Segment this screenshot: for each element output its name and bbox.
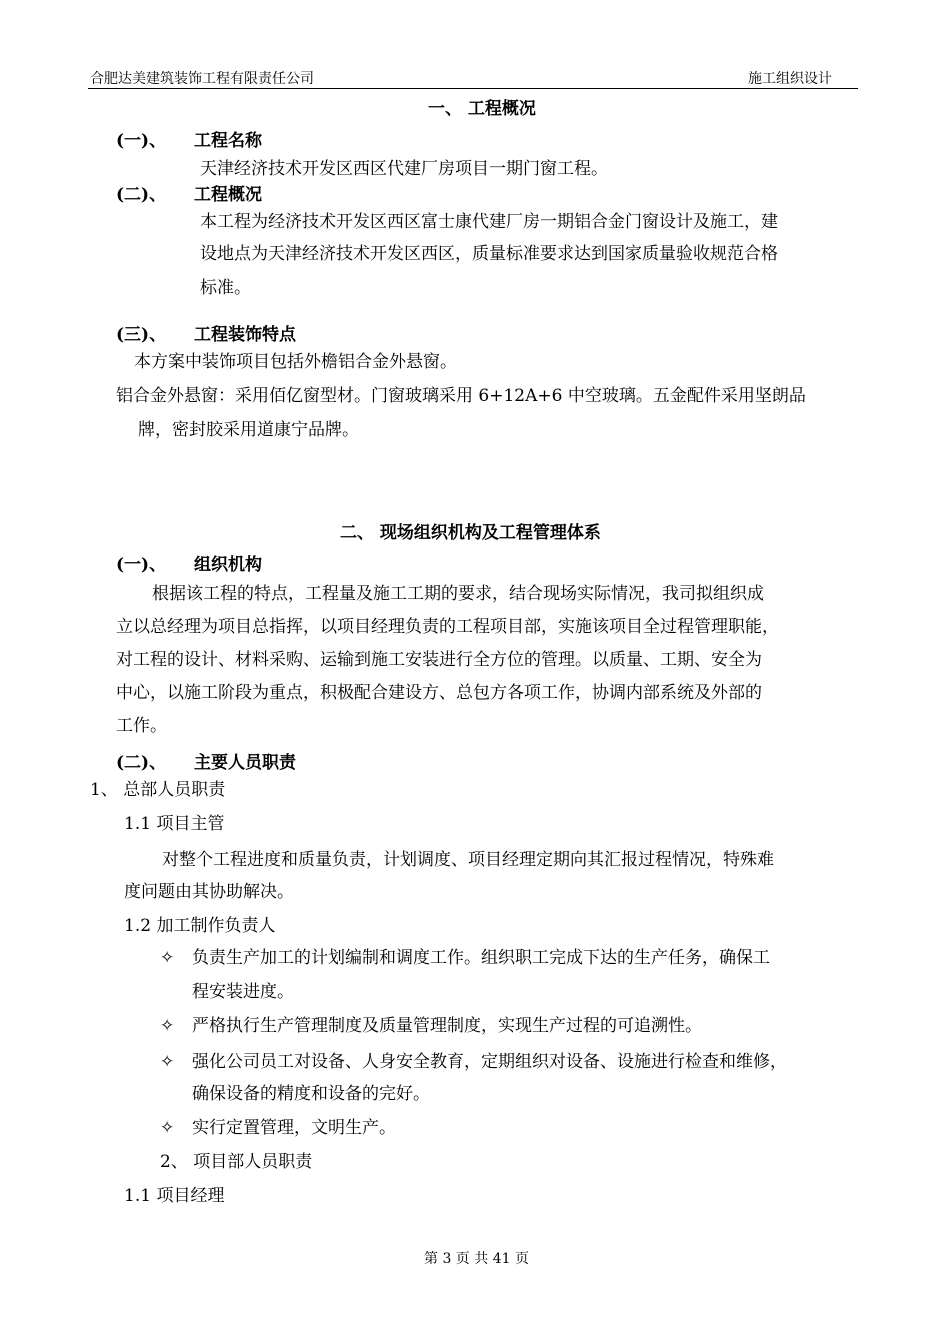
section-number: (一)、 — [116, 131, 167, 151]
paragraph-line: 中心，以施工阶段为重点，积极配合建设方、总包方各项工作，协调内部系统及外部的 — [116, 683, 762, 703]
section-title: 工程名称 — [194, 131, 262, 151]
bullet-icon: ✧ — [160, 1118, 175, 1138]
page-number: 第 3 页 共 41 页 — [424, 1251, 529, 1267]
paragraph-line: 牌，密封胶采用道康宁品牌。 — [138, 420, 359, 440]
bullet-line: 确保设备的精度和设备的完好。 — [192, 1084, 430, 1104]
part1-s3-heading — [116, 320, 296, 345]
part2-s2-heading — [116, 748, 296, 773]
item-heading: 1、 总部人员职责 — [90, 780, 226, 800]
paragraph-line: 工作。 — [116, 716, 167, 736]
section-title: 工程概况 — [194, 185, 262, 205]
bullet-icon: ✧ — [160, 948, 175, 968]
bullet-line: 严格执行生产管理制度及质量管理制度，实现生产过程的可追溯性。 — [192, 1016, 702, 1036]
paragraph-line: 本工程为经济技术开发区西区富士康代建厂房一期铝合金门窗设计及施工，建 — [200, 212, 778, 232]
item-heading: 1.1 项目主管 — [124, 814, 225, 834]
paragraph-line: 立以总经理为项目总指挥，以项目经理负责的工程项目部，实施该项目全过程管理职能， — [116, 617, 779, 637]
header-company: 合肥达美建筑装饰工程有限责任公司 — [90, 71, 314, 87]
paragraph-line: 度问题由其协助解决。 — [124, 882, 294, 902]
paragraph-line: 根据该工程的特点，工程量及施工工期的要求，结合现场实际情况，我司拟组织成 — [152, 584, 764, 604]
section-number: (二)、 — [116, 753, 167, 773]
part1-s2-heading — [116, 180, 262, 205]
bullet-icon: ✧ — [160, 1016, 175, 1036]
part1-s1-text: 天津经济技术开发区西区代建厂房项目一期门窗工程。 — [200, 159, 608, 179]
section-title: 组织机构 — [194, 555, 262, 575]
part1-s1-heading — [116, 126, 262, 151]
bullet-icon: ✧ — [160, 1052, 175, 1072]
paragraph-line: 对工程的设计、材料采购、运输到施工安装进行全方位的管理。以质量、工期、安全为 — [116, 650, 762, 670]
section-number: (二)、 — [116, 185, 167, 205]
paragraph-line: 设地点为天津经济技术开发区西区，质量标准要求达到国家质量验收规范合格 — [200, 244, 778, 264]
section-title: 工程装饰特点 — [194, 325, 296, 345]
header-doc-type: 施工组织设计 — [748, 71, 832, 87]
item-heading: 2、 项目部人员职责 — [160, 1152, 313, 1172]
bullet-line: 负责生产加工的计划编制和调度工作。组织职工完成下达的生产任务，确保工 — [192, 948, 770, 968]
paragraph-line: 铝合金外悬窗：采用佰亿窗型材。门窗玻璃采用 6+12A+6 中空玻璃。五金配件采用坚朗品 — [116, 386, 806, 406]
item-heading: 1.1 项目经理 — [124, 1186, 225, 1206]
bullet-line: 程安装进度。 — [192, 982, 294, 1002]
section-number: (三)、 — [116, 325, 167, 345]
part2-s1-heading — [116, 550, 262, 575]
header-rule — [88, 88, 858, 89]
item-heading: 1.2 加工制作负责人 — [124, 916, 276, 936]
section-title: 主要人员职责 — [194, 753, 296, 773]
section-number: (一)、 — [116, 555, 167, 575]
bullet-line: 实行定置管理，文明生产。 — [192, 1118, 396, 1138]
paragraph-line: 对整个工程进度和质量负责，计划调度、项目经理定期向其汇报过程情况，特殊难 — [162, 850, 774, 870]
part1-title: 一、 工程概况 — [428, 99, 536, 119]
part2-title: 二、 现场组织机构及工程管理体系 — [340, 523, 601, 543]
paragraph-line: 标准。 — [200, 278, 251, 298]
paragraph-line: 本方案中装饰项目包括外檐铝合金外悬窗。 — [134, 352, 457, 372]
bullet-line: 强化公司员工对设备、人身安全教育，定期组织对设备、设施进行检查和维修， — [192, 1052, 787, 1072]
